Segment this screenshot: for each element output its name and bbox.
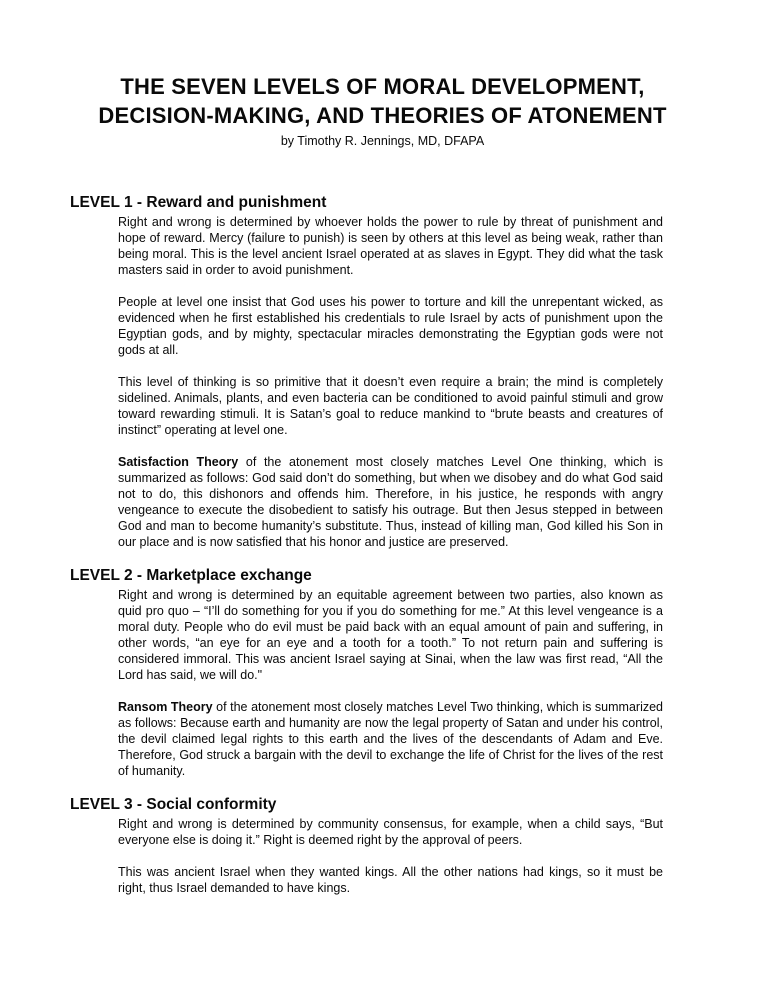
paragraph — [118, 864, 663, 896]
section-heading-level-2: LEVEL 2 - Marketplace exchange — [70, 567, 312, 584]
title-line-2: DECISION-MAKING, AND THEORIES OF ATONEMENT — [98, 103, 667, 128]
paragraph-text: This was ancient Israel when they wanted kings. All the other nations had kings, so it must be right, thus Israel demanded to have kings. — [118, 865, 663, 895]
title-line-1: THE SEVEN LEVELS OF MORAL DEVELOPMENT, — [120, 74, 645, 99]
paragraph-text: This level of thinking is so primitive that it doesn’t even require a brain; the mind is completely sidelined. Animals, plants, and even bacteria can be conditioned to avoid painful stimuli and grow toward rewarding stimuli. It is Satan’s goal to reduce mankind to “brute beasts and creatures of instinct” operating at level one. — [118, 375, 663, 437]
section-level-3 — [70, 795, 663, 896]
paragraph-text: Right and wrong is determined by whoever holds the power to rule by threat of punishment and hope of reward. Mercy (failure to punish) is seen by others at this level as being weak, rather than being moral. This is the level ancient Israel operated at as slaves in Egypt. They did what the task masters said in order to avoid punishment. — [118, 215, 663, 277]
paragraph-text: of the atonement most closely matches Level Two thinking, which is summarized as follows: Because earth and humanity are now the legal property of Satan and under his control, the devil claimed legal rights to this earth and the lives of the descendants of Adam and Eve. Therefore, God struck a bargain with the devil to exchange the life of Christ for the lives of the rest of humanity. — [118, 700, 663, 778]
paragraph — [118, 587, 663, 683]
document-header — [70, 72, 695, 149]
document-title — [70, 72, 695, 130]
byline: by Timothy R. Jennings, MD, DFAPA — [280, 134, 485, 148]
paragraph — [118, 699, 663, 779]
section-level-1 — [70, 193, 663, 550]
paragraph-text: People at level one insist that God uses his power to torture and kill the unrepentant wicked, as evidenced when he first established his credentials to rule Israel by acts of punishment upon the Egyptian gods, and by mighty, spectacular miracles demonstrating the Egyptian gods were not gods at all. — [118, 295, 663, 357]
section-heading-level-3: LEVEL 3 - Social conformity — [70, 796, 277, 813]
paragraph-lead: Satisfaction Theory — [118, 455, 239, 469]
paragraph — [118, 294, 663, 358]
paragraph-text: of the atonement most closely matches Level One thinking, which is summarized as follows: God said don’t do something, but when we disobey and do what God said not to do, this dishonors and offends him. Therefore, in his justice, he responds with angry vengeance to execute the disobedient to satisfy his outrage. But then Jesus stepped in between God and man to become humanity’s substitute. Thus, instead of killing man, God killed his Son in our place and is now satisfied that his honor and justice are preserved. — [118, 455, 663, 549]
paragraph — [118, 374, 663, 438]
paragraph-text: Right and wrong is determined by community consensus, for example, when a child says, “But everyone else is doing it.” Right is deemed right by the approval of peers. — [118, 817, 663, 847]
paragraph — [118, 454, 663, 550]
section-heading-level-1: LEVEL 1 - Reward and punishment — [70, 194, 327, 211]
paragraph — [118, 214, 663, 278]
paragraph-text: Right and wrong is determined by an equitable agreement between two parties, also known as quid pro quo – “I’ll do something for you if you do something for me.” At this level vengeance is a moral duty. People who do evil must be paid back with an equal amount of pain and suffering, in other words, “an eye for an eye and a tooth for a tooth.” To not return pain and suffering is considered immoral. This was ancient Israel saying at Sinai, when the law was first read, “All the Lord has said, we will do." — [118, 588, 663, 682]
paragraph — [118, 816, 663, 848]
section-level-2 — [70, 566, 663, 779]
paragraph-lead: Ransom Theory — [118, 700, 213, 714]
